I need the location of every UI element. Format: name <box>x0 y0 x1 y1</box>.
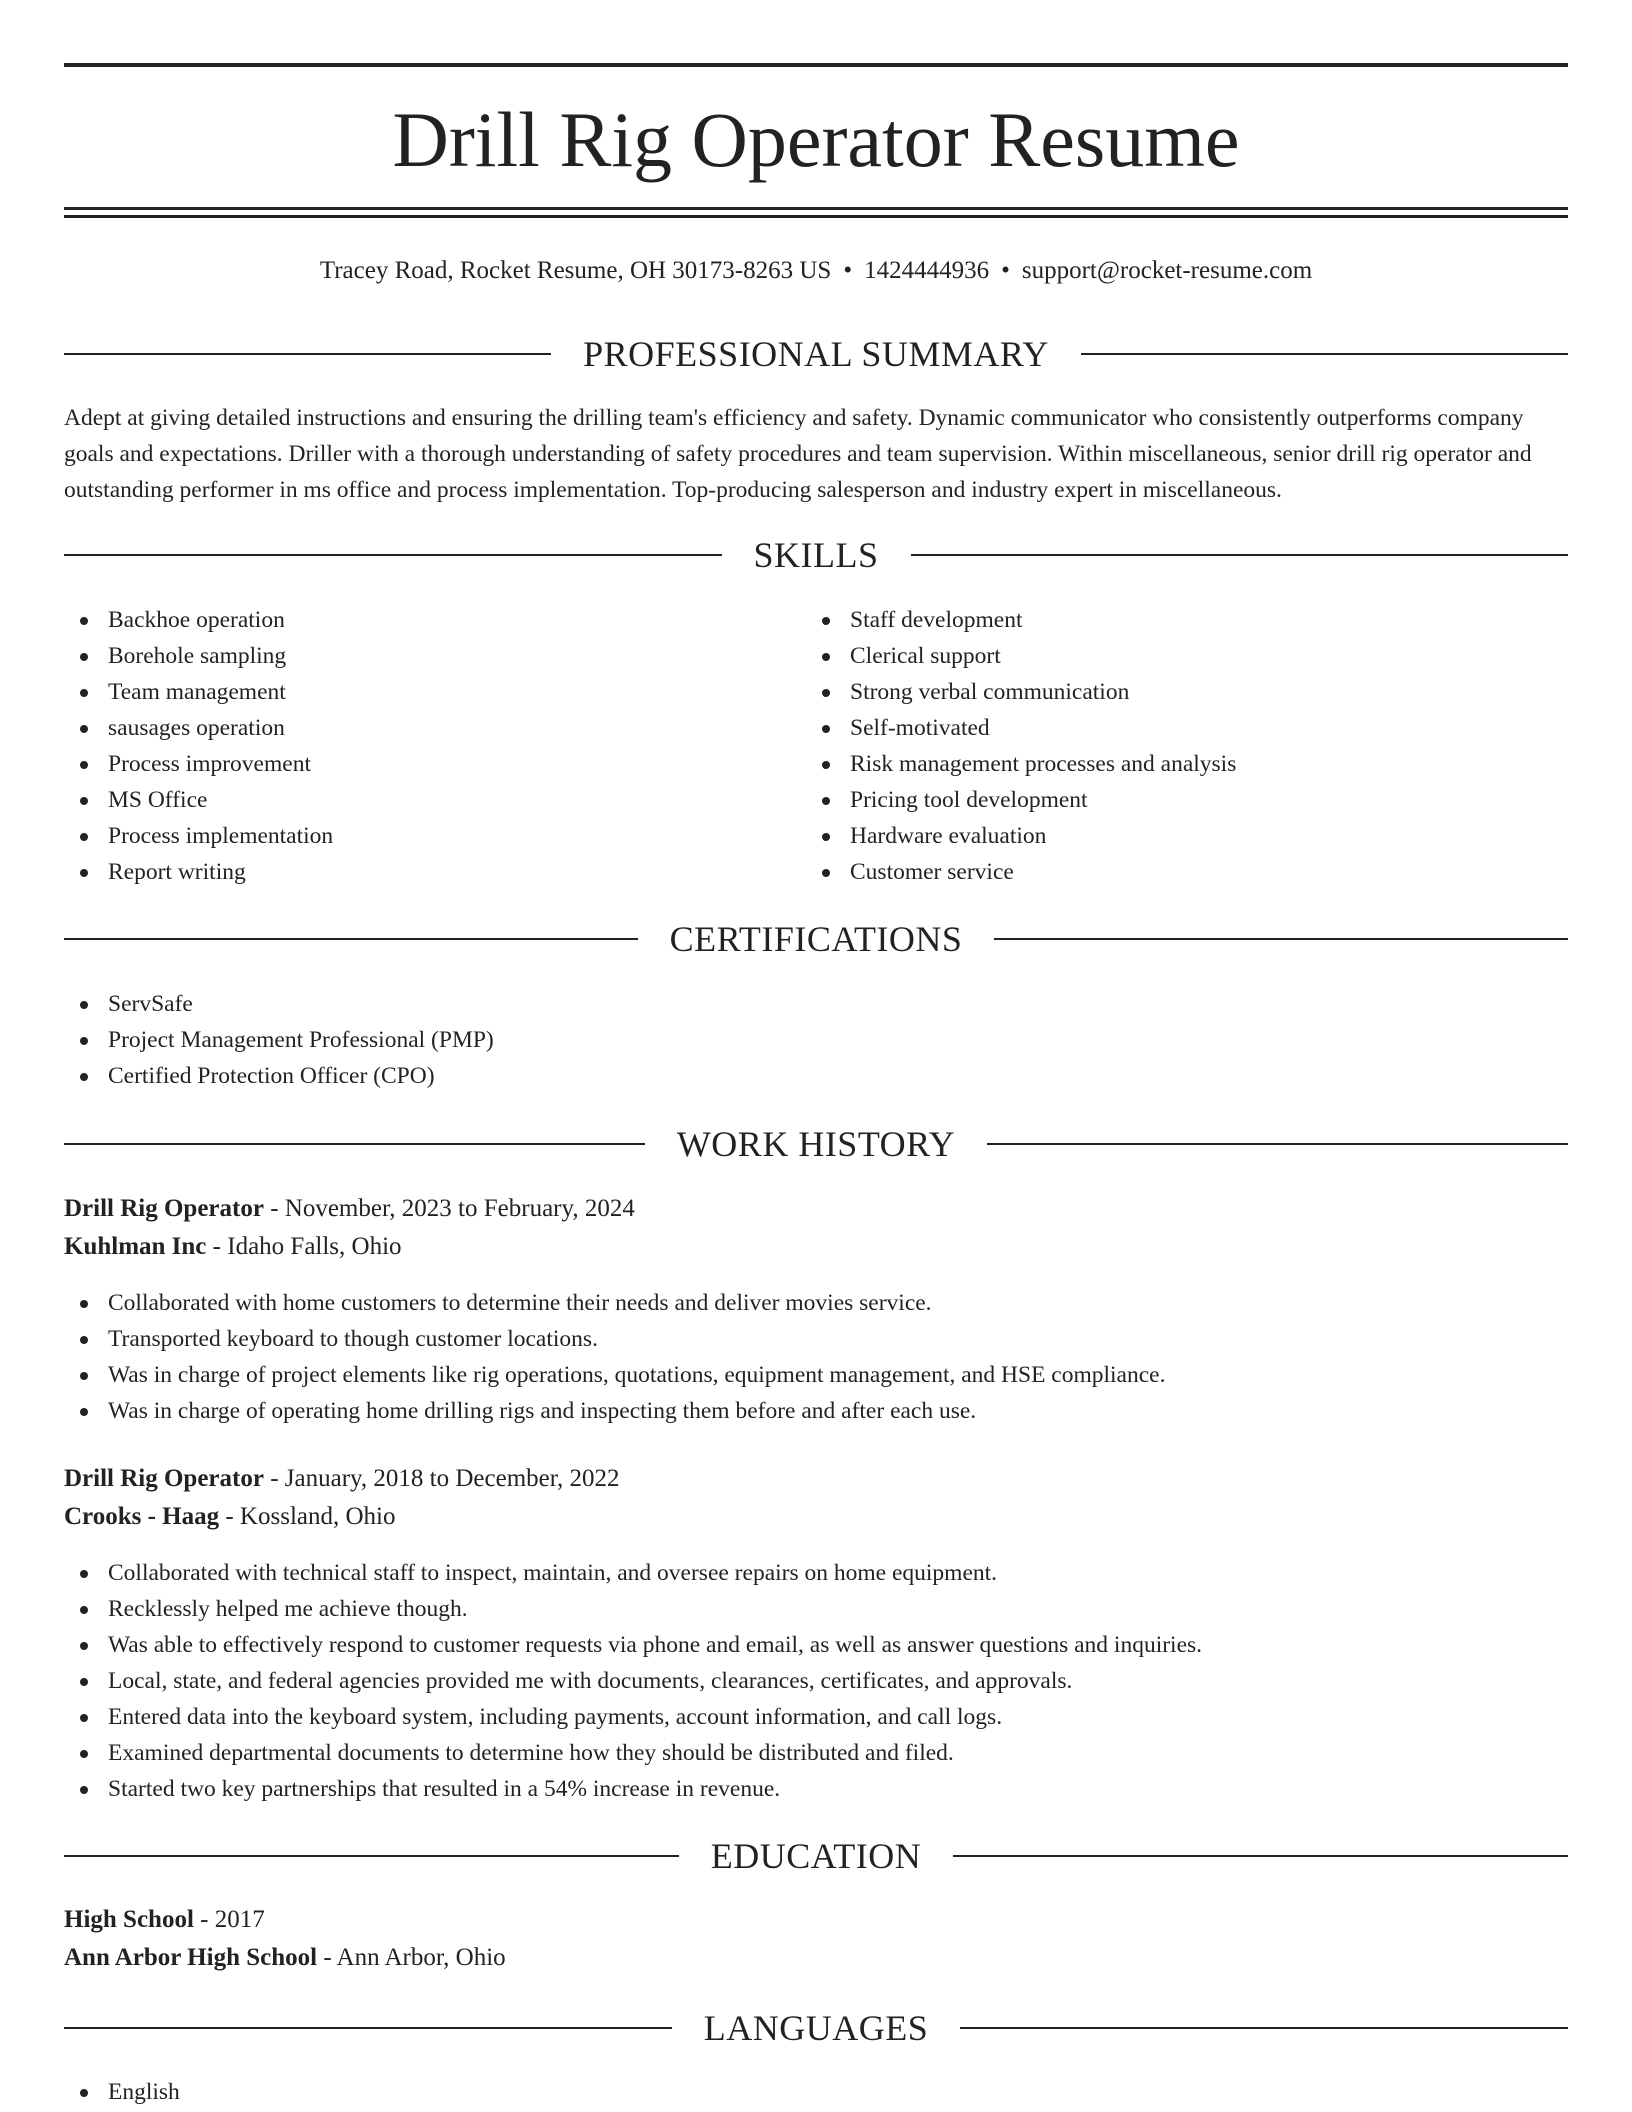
heading-rule <box>64 2027 672 2029</box>
job-bullet: Local, state, and federal agencies provided me with documents, clearances, certificates, and approvals. <box>64 1663 1202 1699</box>
job-company: Crooks - Haag <box>64 1503 220 1530</box>
job-bullet: Examined departmental documents to determine how they should be distributed and filed. <box>64 1735 1202 1771</box>
job-bullet: Was in charge of operating home drilling rigs and inspecting them before and after each use. <box>64 1393 1165 1429</box>
heading-rule <box>64 1855 679 1857</box>
job-bullet: Was in charge of project elements like rig operations, quotations, equipment management, and HSE compliance. <box>64 1357 1165 1393</box>
job-bullet: Started two key partnerships that resulted in a 54% increase in revenue. <box>64 1771 1202 1807</box>
education-school: Ann Arbor High School <box>64 1944 318 1971</box>
job-title: Drill Rig Operator <box>64 1465 264 1492</box>
job-dates: - November, 2023 to February, 2024 <box>263 1195 635 1222</box>
skill-item: Self-motivated <box>806 710 1236 746</box>
section-heading-certifications <box>64 917 1568 961</box>
skill-item: sausages operation <box>64 710 333 746</box>
section-title: EDUCATION <box>710 1836 922 1876</box>
job-location: - Idaho Falls, Ohio <box>206 1233 402 1260</box>
skill-item: Hardware evaluation <box>806 818 1236 854</box>
skill-item: Borehole sampling <box>64 638 333 674</box>
education-school-line <box>64 1941 506 1975</box>
job-bullet: Recklessly helped me achieve though. <box>64 1591 1202 1627</box>
job-company-line <box>64 1500 396 1534</box>
skills-list-right <box>806 602 1236 890</box>
skill-item: Risk management processes and analysis <box>806 746 1236 782</box>
section-title: PROFESSIONAL SUMMARY <box>583 334 1049 374</box>
job-bullet: Collaborated with home customers to determine their needs and deliver movies service. <box>64 1285 1165 1321</box>
heading-rule <box>64 938 638 940</box>
section-heading-work-history <box>64 1122 1568 1166</box>
job-title-line <box>64 1192 635 1226</box>
skills-list-left <box>64 602 333 890</box>
job-location: - Kossland, Ohio <box>219 1503 396 1530</box>
certification-item: Certified Protection Officer (CPO) <box>64 1058 494 1094</box>
section-title: WORK HISTORY <box>676 1124 956 1164</box>
heading-rule <box>1081 353 1568 355</box>
job-bullet: Was able to effectively respond to customer requests via phone and email, as well as answer questions and inquiries. <box>64 1627 1202 1663</box>
section-title: CERTIFICATIONS <box>669 919 963 959</box>
heading-rule <box>911 554 1569 556</box>
section-heading-skills <box>64 533 1568 577</box>
job-company-line <box>64 1230 402 1264</box>
resume-title: Drill Rig Operator Resume <box>392 96 1240 183</box>
heading-rule <box>987 1143 1568 1145</box>
skill-item: Process improvement <box>64 746 333 782</box>
certifications-list <box>64 986 494 1094</box>
job-company: Kuhlman Inc <box>64 1233 207 1260</box>
languages-list <box>64 2074 180 2110</box>
certification-item: ServSafe <box>64 986 494 1022</box>
section-heading-languages <box>64 2006 1568 2050</box>
section-title: SKILLS <box>753 535 879 575</box>
language-item: English <box>64 2074 180 2110</box>
contact-separator: • <box>1001 257 1010 284</box>
job-dates: - January, 2018 to December, 2022 <box>263 1465 620 1492</box>
heading-rule <box>960 2027 1568 2029</box>
heading-rule <box>64 554 722 556</box>
skill-item: Team management <box>64 674 333 710</box>
summary-text: Adept at giving detailed instructions and ensuring the drilling team's efficiency and safety. Dynamic communicator who consistently outperforms company goals and expectations. Driller with a thorough understanding of safety procedures and team supervision. Within miscellaneous, senior drill rig operator and outstanding performer in ms office and process implementation. Top-producing salesperson and industry expert in miscellaneous. <box>64 405 1532 503</box>
skill-item: Staff development <box>806 602 1236 638</box>
heading-rule <box>953 1855 1568 1857</box>
education-degree: High School <box>64 1906 194 1933</box>
section-heading-education <box>64 1834 1568 1878</box>
skill-item: Clerical support <box>806 638 1236 674</box>
job-bullets <box>64 1555 1202 1807</box>
job-bullets <box>64 1285 1165 1429</box>
job-bullet: Transported keyboard to though customer locations. <box>64 1321 1165 1357</box>
education-year: - 2017 <box>193 1906 265 1933</box>
heading-rule <box>64 1143 645 1145</box>
education-location: - Ann Arbor, Ohio <box>317 1944 506 1971</box>
job-bullet: Collaborated with technical staff to inspect, maintain, and oversee repairs on home equipment. <box>64 1555 1202 1591</box>
skill-item: Pricing tool development <box>806 782 1236 818</box>
skill-item: Process implementation <box>64 818 333 854</box>
heading-rule <box>64 353 551 355</box>
title-rule-upper <box>64 207 1568 210</box>
skill-item: Customer service <box>806 854 1236 890</box>
skill-item: Strong verbal communication <box>806 674 1236 710</box>
contact-line <box>64 254 1568 288</box>
title-rule-lower <box>64 215 1568 218</box>
skill-item: Backhoe operation <box>64 602 333 638</box>
section-title: LANGUAGES <box>703 2008 929 2048</box>
contact-address: Tracey Road, Rocket Resume, OH 30173-8263 US <box>319 257 832 284</box>
certification-item: Project Management Professional (PMP) <box>64 1022 494 1058</box>
contact-phone: 1424444936 <box>864 257 990 284</box>
job-bullet: Entered data into the keyboard system, including payments, account information, and call logs. <box>64 1699 1202 1735</box>
job-title: Drill Rig Operator <box>64 1195 264 1222</box>
job-title-line <box>64 1462 620 1496</box>
education-degree-line <box>64 1903 265 1937</box>
contact-email[interactable]: support@rocket-resume.com <box>1021 257 1313 284</box>
top-rule <box>64 63 1568 67</box>
contact-separator: • <box>843 257 853 284</box>
skill-item: Report writing <box>64 854 333 890</box>
skill-item: MS Office <box>64 782 333 818</box>
heading-rule <box>994 938 1568 940</box>
section-heading-summary <box>64 332 1568 376</box>
